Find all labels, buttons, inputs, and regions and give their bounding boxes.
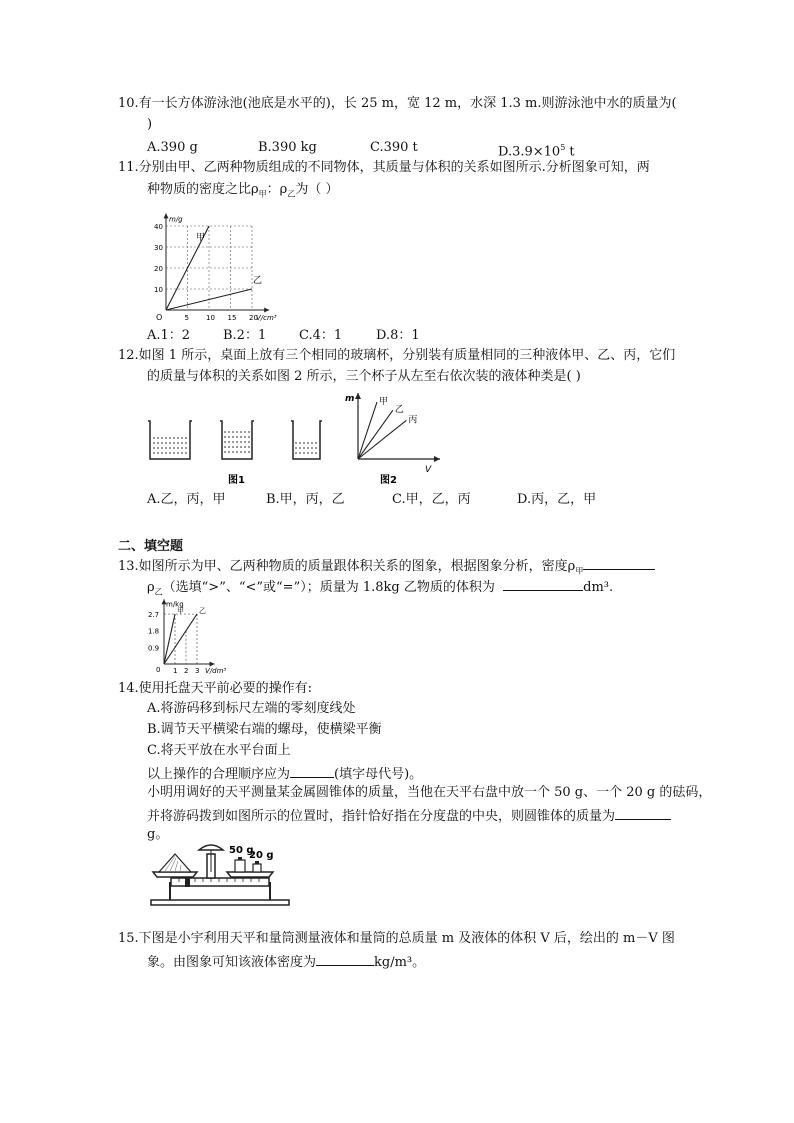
q11-y-tick: 10 [154,286,163,294]
metal-cone [159,854,191,872]
q12-stem: 12.如图 1 所示，桌面上放有三个相同的玻璃杯，分别装有质量相同的三种液体甲、乙、丙，它们 [118,348,676,363]
q11-x-label: V/cm³ [256,314,277,322]
q11-y-label: m/g [169,215,183,224]
q12-series-label: 丙 [408,415,418,426]
q13-series-label: 乙 [199,607,206,616]
q12-series-line [358,420,406,459]
q13-stem: 13.如图所示为甲、乙两种物质的质量跟体积关系的图象，根据图象分析，密度$\rho_甲$ [118,555,655,581]
beaker-middle [220,421,254,459]
q12-stem-cont: 的质量与体积的关系如图 2 所示，三个杯子从左至右依次装的液体种类是( ) [147,369,581,384]
q11-series-label: 乙 [253,276,263,286]
q11-x-tick: 15 [227,314,237,322]
q14-step-a: A.将游码移到标尺左端的零刻度线处 [147,701,356,716]
q11-x-arrow [264,308,269,313]
q12-y-arrow [355,393,361,399]
q10-option-c: C.390 t [370,140,418,155]
q11-option-b: B.2：1 [223,328,267,343]
q12-x-arrow [434,456,440,462]
q11-option-a: A.1：2 [147,328,191,343]
q12-series-line [358,402,377,459]
q14-unit: g。 [147,827,169,842]
weight-20g [253,864,261,872]
q11-stem: 11.分别由甲、乙两种物质组成的不同物体，其质量与体积的关系如图所示.分析图象可知，两 [118,160,650,175]
q13-origin: 0 [156,666,161,674]
q15-answer-blank[interactable] [316,951,374,966]
q11-option-c: C.4：1 [299,328,343,343]
q13-y-tick: 0.9 [148,644,160,653]
q12-option-a: A.乙，丙，甲 [147,492,226,507]
q13-answer-blank-1[interactable] [583,555,655,570]
q11-x-tick: 20 [249,314,258,322]
q15-stem-cont: 象。由图象可知该液体密度为 kg/m³。 [147,951,425,972]
dial [199,845,223,850]
q12-y-label: m [345,394,355,404]
q11-series-label: 甲 [196,233,206,243]
q13-x-tick: 1 [173,667,178,675]
q11-stem-cont: 种物质的密度之比$\rho_甲$：$\rho_乙$为（ ） [147,182,339,199]
left-pan [153,872,197,877]
q11-y-tick: 40 [154,223,163,231]
q11-y-tick: 30 [154,244,163,252]
q14-answer-blank-1[interactable] [290,763,334,778]
q10-option-a: A.390 g [147,140,198,155]
q11-origin: O [156,313,163,322]
q10-stem: 10.有一长方体游泳池(池底是水平的)，长 25 m，宽 12 m，水深 1.3 m.则游泳池中水的质量为( [118,96,677,111]
q12-series-label: 甲 [378,397,388,408]
fig1-label: 图1 [228,475,245,486]
weight-50g-label: 50 g [229,845,254,856]
q13-x-tick: 3 [195,667,200,675]
q11-y-arrow [164,213,169,218]
q13-mass-volume-chart [140,594,250,676]
q14-answer-blank-2[interactable] [615,805,671,820]
q13-y-tick: 2.7 [148,611,160,620]
q11-option-d: D.8：1 [376,328,420,343]
q14-step-b: B.调节天平横梁右端的螺母，使横梁平衡 [147,722,382,737]
beaker-right [291,421,322,459]
q10-option-b: B.390 kg [258,140,317,155]
q12-option-d: D.丙，乙，甲 [517,492,597,507]
balance-scale-figure [145,840,295,908]
q14-balance-text-cont: 并将游码拨到如图所示的位置时，指针恰好指在分度盘的中央，则圆锥体的质量为 [147,805,671,826]
q13-x-arrow [210,662,215,667]
q12-x-label: V [425,465,432,475]
balance-base [151,900,289,905]
q13-y-label: m/kg [166,600,184,609]
q13-x-label: V/dm³ [205,667,227,675]
q10-option-d: $D.3.9\times 10^5$ t [498,143,575,160]
fig2-label: 图2 [380,475,397,486]
weight-20g-label: 20 g [249,850,274,861]
q11-y-tick: 20 [154,265,163,273]
q11-mass-volume-chart [140,198,280,328]
q14-stem: 14.使用托盘天平前必要的操作有: [118,681,313,696]
q14-order-question: 以上操作的合理顺序应为 (填字母代号)。 [147,763,422,784]
q13-answer-blank-2[interactable] [503,576,583,591]
q13-stem-cont: $\rho_乙$（选填“>”、“<”或“=”）；质量为 1.8kg 乙物质的体积为 dm³. [147,576,613,602]
section-title: 二、填空题 [118,539,184,554]
q11-x-tick: 10 [206,314,215,322]
right-pan [227,872,273,877]
q12-figures [140,385,480,490]
beaker-left [148,421,192,459]
q13-series-label: 甲 [177,607,184,616]
q12-option-c: C.甲，乙，丙 [392,492,471,507]
q12-option-b: B.甲，丙，乙 [266,492,345,507]
q14-step-c: C.将天平放在水平台面上 [147,743,291,758]
q10-stem-cont: ) [147,117,153,132]
q13-x-tick: 2 [184,667,189,675]
q12-series-label: 乙 [394,405,404,416]
weight-50g [235,860,245,872]
q11-x-tick: 5 [184,314,189,322]
q15-stem: 15.下图是小宇利用天平和量筒测量液体和量筒的总质量 m 及液体的体积 V 后，绘出的 m－V 图 [118,931,675,946]
q14-balance-text: 小明用调好的天平测量某金属圆锥体的质量，当他在天平右盘中放一个 50 g、一个 20 g 的砝码， [147,785,712,800]
q13-y-tick: 1.8 [148,627,160,636]
